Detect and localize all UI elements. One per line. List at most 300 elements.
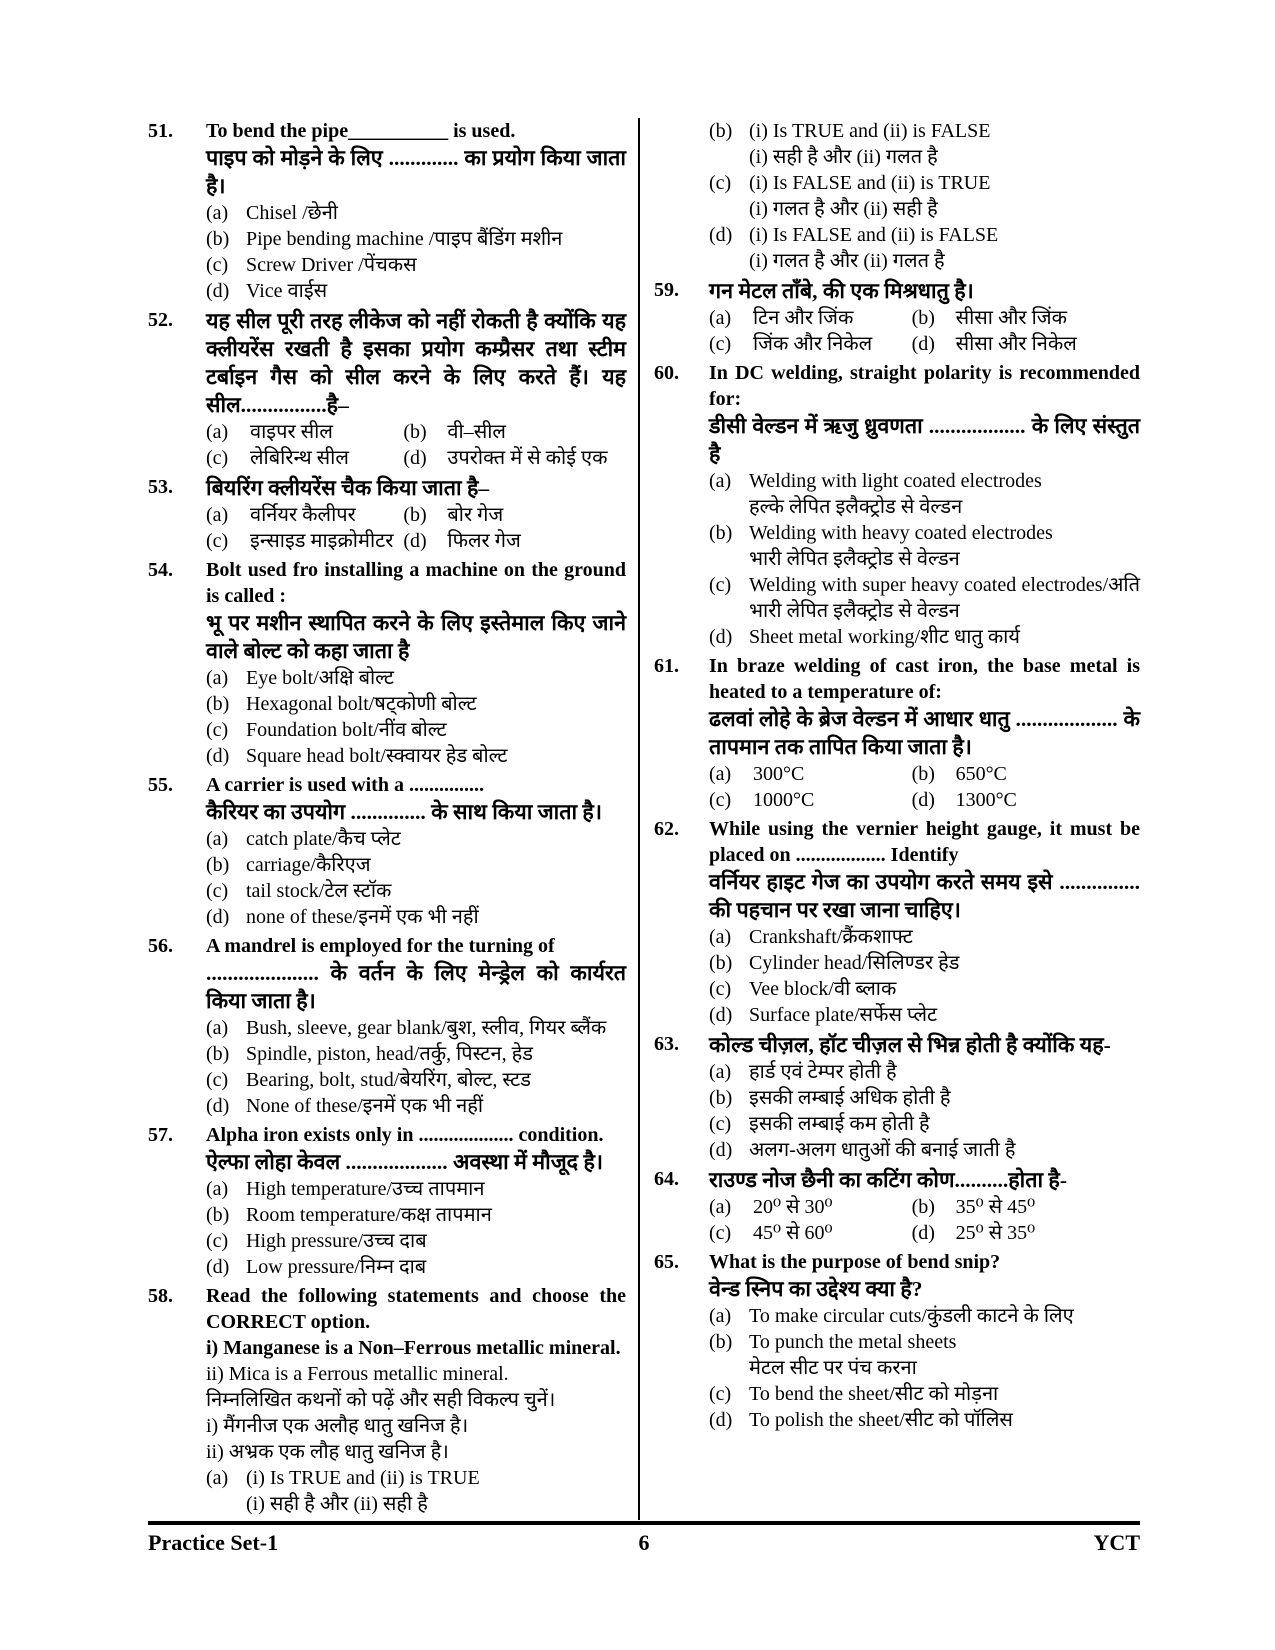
option-text: [246, 1067, 626, 1093]
option-label: (a): [709, 926, 732, 948]
option-label: (a): [206, 504, 229, 526]
question-stem-line: यह सील पूरी तरह लीकेज को नहीं रोकती है क्योंकि यह क्लीयरेंस रखती है इसका प्रयोग कम्प्रैसर तथा स्टीम टर्बाइन गैस को सील करने के लिए करते हैं। यह सील................है–: [206, 309, 626, 417]
option-text: [246, 717, 626, 743]
question: [654, 1166, 1140, 1246]
question-stem-line: What is the purpose of bend snip?: [709, 1251, 1001, 1273]
option-line: Sheet metal working/शीट धातु कार्य: [749, 626, 1020, 648]
option-line: Foundation bolt/नींव बोल्ट: [246, 719, 447, 741]
option: [206, 743, 626, 769]
question-stem-line: In DC welding, straight polarity is recommended for:: [709, 362, 1140, 410]
option: [206, 445, 403, 471]
option-text: 25⁰ से 35⁰: [955, 1222, 1036, 1244]
question: [654, 118, 1140, 274]
option-line: इसकी लम्बाई कम होती है: [749, 1113, 930, 1135]
option-text: [749, 468, 1140, 520]
option: [709, 1220, 912, 1246]
option-label: (a): [206, 1178, 229, 1200]
option-text: वी–सील: [447, 421, 506, 443]
question: [654, 277, 1140, 357]
option-line: High pressure/उच्च दाब: [246, 1230, 427, 1252]
option: [709, 1111, 1140, 1137]
option-label: (b): [709, 1331, 733, 1353]
option-line: Surface plate/सर्फेस प्लेट: [749, 1004, 938, 1026]
option-label: (c): [709, 789, 732, 811]
option: [206, 252, 626, 278]
option-label: (d): [709, 224, 733, 246]
option-label: (b): [206, 228, 230, 250]
option-label: (a): [709, 1305, 732, 1327]
question: [148, 557, 626, 769]
question-number: 58.: [148, 1285, 173, 1307]
question-number: 59.: [654, 279, 679, 301]
option-label: (a): [206, 667, 229, 689]
option-line: carriage/कैरिएज: [246, 854, 371, 876]
option: [709, 976, 1140, 1002]
option: [206, 665, 626, 691]
question-number: 57.: [148, 1124, 173, 1146]
question-stem-line: डीसी वेल्डन में ऋजु ध्रुवणता .................. के लिए संस्तुत है: [709, 414, 1140, 466]
option: [206, 826, 626, 852]
option-text: [246, 852, 626, 878]
option-text: सीसा और निकेल: [955, 333, 1077, 355]
question-stem-line: A carrier is used with a ...............: [206, 774, 484, 796]
option-text: इन्साइड माइक्रोमीटर: [250, 530, 394, 552]
option-text: सीसा और जिंक: [955, 307, 1067, 329]
option-label: (a): [709, 470, 732, 492]
option: [206, 1202, 626, 1228]
option-text: 20⁰ से 30⁰: [753, 1196, 833, 1218]
option-text: [749, 976, 1140, 1002]
question: [654, 1249, 1140, 1433]
question-number: 55.: [148, 774, 173, 796]
option: [709, 761, 912, 787]
two-column-layout: [148, 118, 1140, 1520]
option-line: Welding with super heavy coated electrodes/अति भारी लेपित इलैक्ट्रोड से वेल्डन: [749, 574, 1140, 622]
option-text: 300°C: [753, 763, 805, 785]
option-text: [246, 226, 626, 252]
option-label: (b): [709, 120, 733, 142]
option: [206, 878, 626, 904]
option-line: catch plate/कैच प्लेट: [246, 828, 401, 850]
option-line: (i) Is TRUE and (ii) is TRUE: [246, 1467, 480, 1489]
option-line: हल्के लेपित इलैक्ट्रोड से वेल्डन: [749, 496, 963, 518]
question-number: 62.: [654, 818, 679, 840]
question-stem-line: कैरियर का उपयोग .............. के साथ किया जाता है।: [206, 800, 602, 824]
option-text: [749, 572, 1140, 624]
option: [206, 1465, 626, 1517]
option-label: (c): [206, 719, 229, 741]
option-label: (c): [709, 1383, 732, 1405]
question: [148, 772, 626, 930]
option-text: [749, 624, 1140, 650]
option: [206, 278, 626, 304]
question: [148, 118, 626, 304]
option-label: (a): [709, 1196, 732, 1218]
option-label: (c): [709, 978, 732, 1000]
option-text: 1000°C: [753, 789, 815, 811]
option-text: 650°C: [955, 763, 1007, 785]
option: [912, 1220, 1140, 1246]
option: [709, 924, 1140, 950]
question-body: [709, 816, 1140, 1028]
option-label: (a): [206, 1467, 229, 1489]
option-text: [246, 1015, 626, 1041]
option: [206, 419, 403, 445]
option-label: (c): [709, 1113, 732, 1135]
option: [206, 226, 626, 252]
option: [206, 717, 626, 743]
option-line: To polish the sheet/सीट को पॉलिस: [749, 1409, 1013, 1431]
option-text: [749, 1381, 1140, 1407]
option-row: [206, 528, 626, 554]
question-body: [709, 118, 1140, 274]
option-label: (c): [206, 1069, 229, 1091]
option-text: [749, 1407, 1140, 1433]
option-text: [246, 1041, 626, 1067]
page-footer: [148, 1521, 1140, 1556]
option-line: (i) सही है और (ii) गलत है: [749, 146, 938, 168]
option-text: [246, 252, 626, 278]
option-label: (b): [206, 1043, 230, 1065]
question-number: 63.: [654, 1033, 679, 1055]
option: [709, 787, 912, 813]
question-number: 65.: [654, 1251, 679, 1273]
question-stem-line: To bend the pipe__________ is used.: [206, 120, 516, 142]
option: [206, 200, 626, 226]
option-line: Room temperature/कक्ष तापमान: [246, 1204, 492, 1226]
option-text: लेबिरिन्थ सील: [250, 447, 349, 469]
option: [709, 1137, 1140, 1163]
question: [148, 1122, 626, 1280]
question: [654, 1031, 1140, 1163]
question-body: [206, 772, 626, 930]
option: [709, 118, 1140, 170]
option: [709, 520, 1140, 572]
footer-page-number: 6: [638, 1530, 650, 1555]
option-line: (i) सही है और (ii) सही है: [246, 1493, 428, 1515]
option-text: 1300°C: [955, 789, 1017, 811]
option: [403, 528, 626, 554]
option-row: [709, 761, 1140, 787]
option: [709, 624, 1140, 650]
option-text: [246, 1202, 626, 1228]
option-line: (i) गलत है और (ii) सही है: [749, 198, 938, 220]
question-number: [654, 118, 709, 274]
option: [206, 1093, 626, 1119]
option-line: (i) Is TRUE and (ii) is FALSE: [749, 120, 991, 142]
option-line: Welding with heavy coated electrodes: [749, 522, 1053, 544]
question-stem-line: गन मेटल ताँबे, की एक मिश्रधातु है।: [709, 279, 974, 303]
question-stem-line: While using the vernier height gauge, it must be placed on .................. Identify: [709, 818, 1140, 866]
option-line: Hexagonal bolt/षट्कोणी बोल्ट: [246, 693, 477, 715]
option: [403, 502, 626, 528]
option-label: (b): [709, 952, 733, 974]
option-label: (a): [709, 763, 732, 785]
option-label: (d): [403, 447, 427, 469]
option-line: Cylinder head/सिलिण्डर हेड: [749, 952, 960, 974]
option-label: (b): [206, 854, 230, 876]
option-row: [709, 331, 1140, 357]
option-label: (b): [206, 1204, 230, 1226]
option-row: [709, 305, 1140, 331]
question-stem-line: Bolt used fro installing a machine on the ground is called :: [206, 559, 626, 607]
question-stem-line: In braze welding of cast iron, the base metal is heated to a temperature of:: [709, 655, 1140, 703]
option: [403, 419, 626, 445]
option-text: बोर गेज: [447, 504, 504, 526]
option-row: [206, 419, 626, 445]
question-number: 53.: [148, 476, 173, 498]
question-number: 56.: [148, 935, 173, 957]
option-line: Welding with light coated electrodes: [749, 470, 1042, 492]
option-line: Screw Driver /पेंचकस: [246, 254, 417, 276]
question-body: [709, 277, 1140, 357]
option-text: [749, 1085, 1140, 1111]
option-row: [709, 787, 1140, 813]
option-label: (c): [206, 254, 229, 276]
option-label: (c): [709, 172, 732, 194]
option-line: हार्ड एवं टेम्पर होती है: [749, 1061, 897, 1083]
option: [206, 1228, 626, 1254]
question-body: [206, 1122, 626, 1280]
question-body: [206, 933, 626, 1119]
option: [403, 445, 626, 471]
option-label: (c): [206, 447, 229, 469]
option-label: (b): [709, 1087, 733, 1109]
question-stem-line: ii) Mica is a Ferrous metallic mineral.: [206, 1363, 509, 1385]
option-line: To punch the metal sheets: [749, 1331, 957, 1353]
option-line: (i) Is FALSE and (ii) is TRUE: [749, 172, 991, 194]
option: [206, 1254, 626, 1280]
option: [912, 761, 1140, 787]
option: [709, 1381, 1140, 1407]
question-stem-line: A mandrel is employed for the turning of: [206, 935, 555, 957]
option-label: (a): [206, 202, 229, 224]
question-number: 64.: [654, 1168, 679, 1190]
option-line: To make circular cuts/कुंडली काटने के लिए: [749, 1305, 1074, 1327]
option-line: Low pressure/निम्न दाब: [246, 1256, 427, 1278]
question-body: [709, 1166, 1140, 1246]
option-text: [246, 1465, 626, 1517]
option: [709, 950, 1140, 976]
option-text: [749, 1002, 1140, 1028]
question-number: 60.: [654, 362, 679, 384]
option-line: Square head bolt/स्क्वायर हेड बोल्ट: [246, 745, 508, 767]
question-body: [206, 1283, 626, 1517]
question-stem-line: वेन्ड स्निप का उद्देश्य क्या है?: [709, 1277, 923, 1301]
question-stem-line: बियरिंग क्लीयरेंस चैक किया जाता है–: [206, 476, 490, 500]
option-line: Eye bolt/अक्षि बोल्ट: [246, 667, 394, 689]
option-text: उपरोक्त में से कोई एक: [447, 447, 608, 469]
option-text: [749, 118, 1140, 170]
option-label: (b): [403, 504, 427, 526]
option-label: (d): [709, 626, 733, 648]
option: [912, 305, 1140, 331]
question: [148, 474, 626, 554]
option-text: [246, 878, 626, 904]
question-body: [206, 557, 626, 769]
option-label: (a): [206, 828, 229, 850]
option-line: Spindle, piston, head/तर्कु, पिस्टन, हेड: [246, 1043, 533, 1065]
option-line: Bearing, bolt, stud/बेयरिंग, बोल्ट, स्टड: [246, 1069, 531, 1091]
option-text: [246, 743, 626, 769]
option-line: मेटल सीट पर पंच करना: [749, 1357, 917, 1379]
footer-publisher-label: YCT: [1093, 1530, 1140, 1555]
question-stem-line: ii) अभ्रक एक लौह धातु खनिज है।: [206, 1441, 449, 1463]
option-line: To bend the sheet/सीट को मोड़ना: [749, 1383, 999, 1405]
option-text: [246, 278, 626, 304]
option: [709, 1407, 1140, 1433]
option-label: (d): [911, 789, 935, 811]
option-line: भारी लेपित इलैक्ट्रोड से वेल्डन: [749, 548, 960, 570]
option-text: [246, 1228, 626, 1254]
option-label: (d): [206, 745, 230, 767]
question-body: [709, 1249, 1140, 1433]
option: [709, 1059, 1140, 1085]
option-label: (d): [911, 1222, 935, 1244]
option: [206, 1176, 626, 1202]
option: [206, 691, 626, 717]
question: [148, 1283, 626, 1517]
option: [206, 904, 626, 930]
option-text: [749, 170, 1140, 222]
option: [912, 331, 1140, 357]
option-label: (d): [206, 906, 230, 928]
option-text: फिलर गेज: [447, 530, 521, 552]
option-line: Pipe bending machine /पाइप बैंडिंग मशीन: [246, 228, 563, 250]
question-stem-line: राउण्ड नोज छैनी का कटिंग कोण..........होता है-: [709, 1168, 1067, 1192]
question: [654, 816, 1140, 1028]
option-row: [709, 1220, 1140, 1246]
question: [148, 307, 626, 471]
option-text: [246, 1176, 626, 1202]
option-text: [749, 222, 1140, 274]
question-body: [206, 118, 626, 304]
option-label: (d): [206, 280, 230, 302]
option-label: (d): [709, 1139, 733, 1161]
option: [206, 1041, 626, 1067]
footer-practice-set-label: Practice Set-1: [148, 1530, 279, 1555]
option-label: (a): [709, 307, 732, 329]
option: [206, 1015, 626, 1041]
option-line: Crankshaft/क्रैंकशाफ्ट: [749, 926, 913, 948]
question-body: [709, 653, 1140, 813]
option-line: (i) Is FALSE and (ii) is FALSE: [749, 224, 999, 246]
option-text: [749, 1137, 1140, 1163]
option: [912, 787, 1140, 813]
option-text: 35⁰ से 45⁰: [955, 1196, 1036, 1218]
option: [709, 305, 912, 331]
option-line: (i) गलत है और (ii) गलत है: [749, 250, 945, 272]
option: [709, 1329, 1140, 1381]
option-label: (c): [206, 1230, 229, 1252]
option-text: [749, 1329, 1140, 1381]
option-line: इसकी लम्बाई अधिक होती है: [749, 1087, 951, 1109]
option-label: (c): [709, 333, 732, 355]
question-stem-line: भू पर मशीन स्थापित करने के लिए इस्तेमाल किए जाने वाले बोल्ट को कहा जाता है: [206, 611, 626, 663]
option-label: (a): [206, 1017, 229, 1039]
option-text: [246, 826, 626, 852]
option: [206, 1067, 626, 1093]
option: [709, 1085, 1140, 1111]
question-number: 54.: [148, 559, 173, 581]
option-label: (c): [709, 574, 732, 596]
option-label: (b): [911, 1196, 935, 1218]
option-text: जिंक और निकेल: [753, 333, 873, 355]
option-line: Chisel /छेनी: [246, 202, 338, 224]
option-label: (a): [709, 1061, 732, 1083]
option-label: (c): [206, 530, 229, 552]
option: [709, 331, 912, 357]
option: [709, 170, 1140, 222]
option: [709, 1002, 1140, 1028]
right-column: [640, 118, 1140, 1520]
option-text: वर्नियर कैलीपर: [250, 504, 356, 526]
option-line: none of these/इनमें एक भी नहीं: [246, 906, 479, 928]
question-stem-line: वर्नियर हाइट गेज का उपयोग करते समय इसे ............... की पहचान पर रखा जाना चाहिए।: [709, 870, 1140, 922]
question-stem-line: ऐल्फा लोहा केवल ................... अवस्था में मौजूद है।: [206, 1150, 604, 1174]
option: [709, 468, 1140, 520]
option-text: [749, 1303, 1140, 1329]
question: [148, 933, 626, 1119]
question-stem-line: Alpha iron exists only in ................... condition.: [206, 1124, 604, 1146]
question-body: [206, 307, 626, 471]
option-line: High temperature/उच्च तापमान: [246, 1178, 485, 1200]
option: [709, 1194, 912, 1220]
option-line: Vice वाईस: [246, 280, 328, 302]
option-text: टिन और जिंक: [753, 307, 854, 329]
question-number: 61.: [654, 655, 679, 677]
question-stem-line: Read the following statements and choose the CORRECT option.: [206, 1285, 626, 1333]
page-content: [148, 118, 1140, 1520]
option-text: [749, 1111, 1140, 1137]
option-line: Bush, sleeve, gear blank/बुश, स्लीव, गियर ब्लैंक: [246, 1017, 607, 1039]
question-body: [709, 1031, 1140, 1163]
option: [206, 852, 626, 878]
option-text: [246, 904, 626, 930]
option: [709, 222, 1140, 274]
option-label: (d): [403, 530, 427, 552]
question-stem-line: ढलवां लोहे के ब्रेज वेल्डन में आधार धातु ................... के तापमान तक तापित किया जाता है।: [709, 707, 1140, 759]
option: [709, 1303, 1140, 1329]
option-label: (a): [206, 421, 229, 443]
option-row: [709, 1194, 1140, 1220]
question: [654, 653, 1140, 813]
option-line: Vee block/वी ब्लाक: [749, 978, 897, 1000]
option-text: [246, 691, 626, 717]
option-text: [749, 950, 1140, 976]
question-body: [206, 474, 626, 554]
left-column: [148, 118, 626, 1520]
question: [654, 360, 1140, 650]
question-stem-line: ..................... के वर्तन के लिए मेन्ड्रेल को कार्यरत किया जाता है।: [206, 961, 626, 1013]
option-label: (d): [206, 1256, 230, 1278]
option-row: [206, 502, 626, 528]
option-label: (b): [206, 693, 230, 715]
option-text: [246, 665, 626, 691]
option-line: अलग-अलग धातुओं की बनाई जाती है: [749, 1139, 1016, 1161]
option-label: (b): [911, 307, 935, 329]
option-text: [246, 1093, 626, 1119]
option-text: [749, 520, 1140, 572]
question-number: 52.: [148, 309, 173, 331]
option-label: (b): [403, 421, 427, 443]
question-stem-line: पाइप को मोड़ने के लिए ............. का प्रयोग किया जाता है।: [206, 146, 626, 198]
option-label: (c): [206, 880, 229, 902]
option-line: None of these/इनमें एक भी नहीं: [246, 1095, 484, 1117]
option-label: (d): [709, 1409, 733, 1431]
option-text: [749, 924, 1140, 950]
option-label: (d): [911, 333, 935, 355]
